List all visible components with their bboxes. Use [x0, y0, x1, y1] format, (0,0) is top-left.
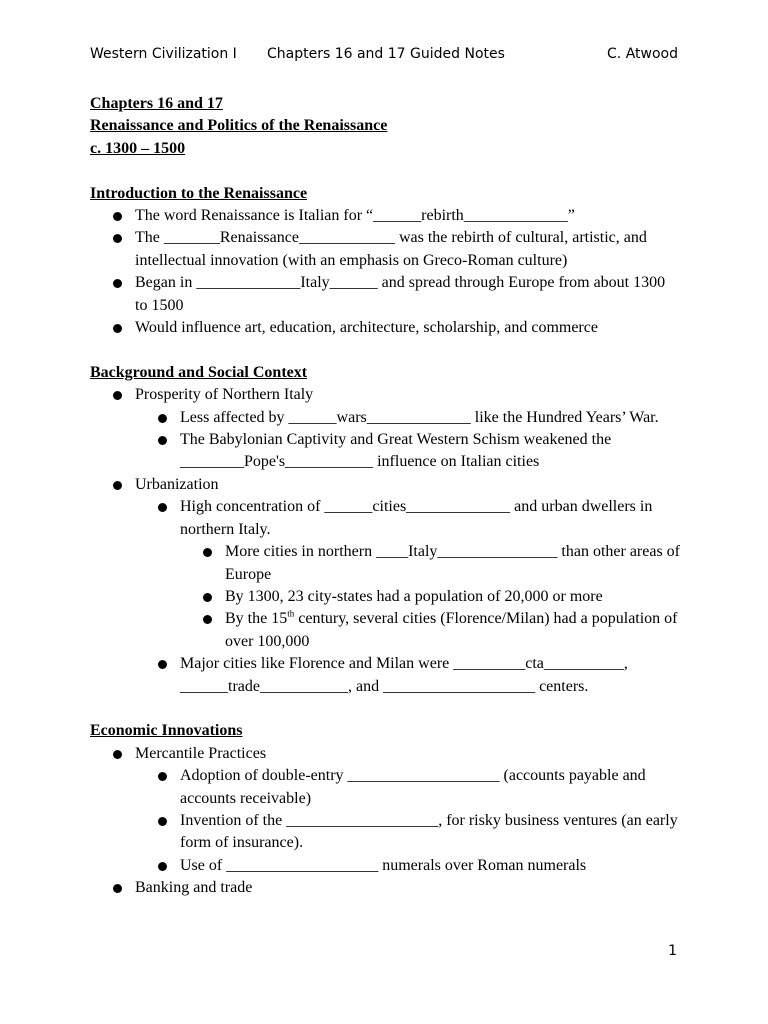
list-item: More cities in northern ____Italy_______________ than other areas of Europe — [180, 541, 680, 586]
section-heading-intro: Introduction to the Renaissance — [90, 184, 308, 202]
concentration-sublist — [180, 541, 680, 653]
ordinal-suffix: th — [287, 608, 295, 619]
list-item — [180, 608, 680, 653]
list-item: Invention of the ___________________, for risky business ventures (an early form of insurance). — [135, 810, 680, 855]
header-course: Western Civilization I — [90, 46, 237, 62]
list-item: Less affected by ______wars_____________ like the Hundred Years’ War. — [135, 407, 680, 429]
title-chapters: Chapters 16 and 17 — [90, 95, 223, 112]
list-item: Adoption of double-entry ___________________ (accounts payable and accounts receivable) — [135, 765, 680, 810]
section-heading-background: Background and Social Context — [90, 363, 308, 381]
document-body — [90, 93, 680, 900]
list-item-banking: Banking and trade — [90, 877, 680, 899]
list-item-mercantile — [90, 743, 680, 877]
list-item-label: Prosperity of Northern Italy — [135, 386, 314, 404]
list-item: The word Renaissance is Italian for “______rebirth_____________” — [90, 205, 680, 227]
intro-list — [90, 205, 680, 339]
list-item: Began in _____________Italy______ and spread through Europe from about 1300 to 1500 — [90, 272, 680, 317]
list-item: Would influence art, education, architecture, scholarship, and commerce — [90, 317, 680, 339]
title-subject: Renaissance and Politics of the Renaissance — [90, 117, 388, 135]
header-author: C. Atwood — [607, 46, 678, 62]
background-list — [90, 384, 680, 698]
list-item-concentration — [135, 496, 680, 653]
economic-list — [90, 743, 680, 900]
list-item-text: High concentration of ______cities_____________ and urban dwellers in northern Italy. — [180, 498, 653, 538]
list-item-urbanization — [90, 474, 680, 698]
list-item-text: century, several cities (Florence/Milan) had a population of over 100,000 — [225, 610, 678, 650]
list-item: The _______Renaissance____________ was the rebirth of cultural, artistic, and intellectual innovation (with an emphasis on Greco-Roman culture) — [90, 227, 680, 272]
list-item-prosperity — [90, 384, 680, 474]
list-item-text: By the 15 — [225, 610, 288, 628]
title-dates: c. 1300 – 1500 — [90, 139, 186, 157]
list-item-label: Urbanization — [135, 475, 219, 493]
prosperity-sublist — [135, 407, 680, 474]
list-item: By 1300, 23 city-states had a population of 20,000 or more — [180, 586, 680, 608]
list-item-label: Mercantile Practices — [135, 744, 267, 762]
urbanization-sublist — [135, 496, 680, 698]
header-doc-title: Chapters 16 and 17 Guided Notes — [267, 46, 505, 62]
list-item: Use of ___________________ numerals over Roman numerals — [135, 855, 680, 877]
page-number: 1 — [668, 943, 677, 959]
list-item: The Babylonian Captivity and Great Western Schism weakened the ________Pope's___________ influence on Italian cities — [135, 429, 680, 474]
page-header — [90, 45, 678, 63]
list-item: Major cities like Florence and Milan were _________cta__________, ______trade___________, and ___________________ centers. — [135, 653, 680, 698]
section-heading-economic: Economic Innovations — [90, 722, 243, 740]
mercantile-sublist — [135, 765, 680, 877]
